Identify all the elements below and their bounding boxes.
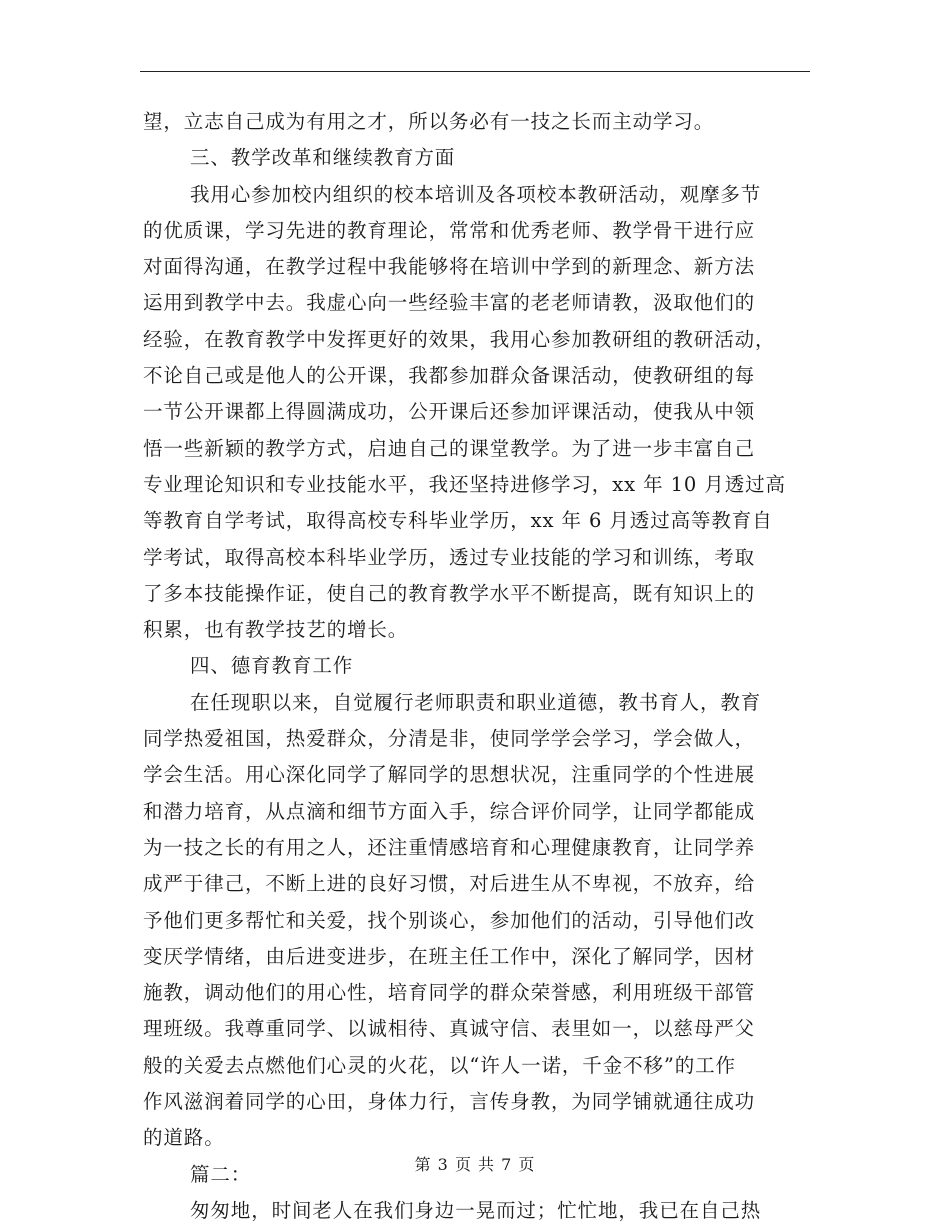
paragraph-line: 我用心参加校内组织的校本培训及各项校本教研活动，观摩多节 <box>190 182 762 206</box>
paragraph-line: 予他们更多帮忙和关爱，找个别谈心，参加他们的活动，引导他们改 <box>143 908 756 932</box>
header-divider <box>140 71 810 72</box>
paragraph-line: 专业理论知识和专业技能水平，我还坚持进修学习，xx 年 10 月透过高 <box>143 472 786 496</box>
paragraph-line: 等教育自学考试，取得高校专科毕业学历，xx 年 6 月透过高等教育自 <box>143 509 773 533</box>
paragraph-line: 变厌学情绪，由后进变进步，在班主任工作中，深化了解同学，因材 <box>143 944 756 968</box>
paragraph-line: 为一技之长的有用之人，还注重情感培育和心理健康教育，让同学养 <box>143 835 756 859</box>
paragraph-line: 望，立志自己成为有用之才，所以务必有一技之长而主动学习。 <box>143 110 715 133</box>
paragraph-line: 理班级。我尊重同学、以诚相待、真诚守信、表里如一，以慈母严父 <box>143 1017 756 1041</box>
paragraph-line: 运用到教学中去。我虚心向一些经验丰富的老老师请教，汲取他们的 <box>143 291 756 315</box>
paragraph-line: 不论自己或是他人的公开课，我都参加群众备课活动，使教研组的每 <box>143 364 756 388</box>
paragraph-line: 匆匆地，时间老人在我们身边一晃而过；忙忙地，我已在自己热 <box>190 1198 762 1222</box>
paragraph-line: 施教，调动他们的用心性，培育同学的群众荣誉感，利用班级干部管 <box>143 981 756 1005</box>
paragraph-line: 在任现职以来，自觉履行老师职责和职业道德，教书育人，教育 <box>190 690 762 714</box>
paragraph-line: 四、德育教育工作 <box>190 654 354 678</box>
paragraph-line: 三、教学改革和继续教育方面 <box>190 146 456 170</box>
paragraph-line: 学考试，取得高校本科毕业学历，透过专业技能的学习和训练，考取 <box>143 545 756 569</box>
paragraph-line: 成严于律己，不断上进的良好习惯，对后进生从不卑视，不放弃，给 <box>143 872 756 896</box>
paragraph-line: 作风滋润着同学的心田，身体力行，言传身教，为同学铺就通往成功 <box>143 1090 756 1114</box>
paragraph-line: 一节公开课都上得圆满成功，公开课后还参加评课活动，使我从中领 <box>143 400 756 424</box>
paragraph-line: 对面得沟通，在教学过程中我能够将在培训中学到的新理念、新方法 <box>143 255 756 279</box>
paragraph-line: 的优质课，学习先进的教育理论，常常和优秀老师、教学骨干进行应 <box>143 218 756 242</box>
paragraph-line: 积累，也有教学技艺的增长。 <box>143 618 409 642</box>
document-body <box>143 104 813 1229</box>
paragraph-line: 般的关爱去点燃他们心灵的火花，以“许人一诺，千金不移”的工作 <box>143 1053 736 1077</box>
paragraph-line: 了多本技能操作证，使自己的教育教学水平不断提高，既有知识上的 <box>143 581 756 605</box>
paragraph-line: 学会生活。用心深化同学了解同学的思想状况，注重同学的个性进展 <box>143 763 756 787</box>
paragraph-line: 经验，在教育教学中发挥更好的效果，我用心参加教研组的教研活动， <box>143 327 776 351</box>
paragraph-line: 悟一些新颖的教学方式，启迪自己的课堂教学。为了进一步丰富自己 <box>143 436 756 460</box>
paragraph-line: 的道路。 <box>143 1126 225 1150</box>
paragraph-line: 篇二： <box>190 1162 252 1186</box>
paragraph-line: 和潜力培育，从点滴和细节方面入手，综合评价同学，让同学都能成 <box>143 799 756 823</box>
paragraph-line: 同学热爱祖国，热爱群众，分清是非，使同学学会学习，学会做人， <box>143 727 756 751</box>
page-number-footer: 第 3 页 共 7 页 <box>414 1155 536 1174</box>
